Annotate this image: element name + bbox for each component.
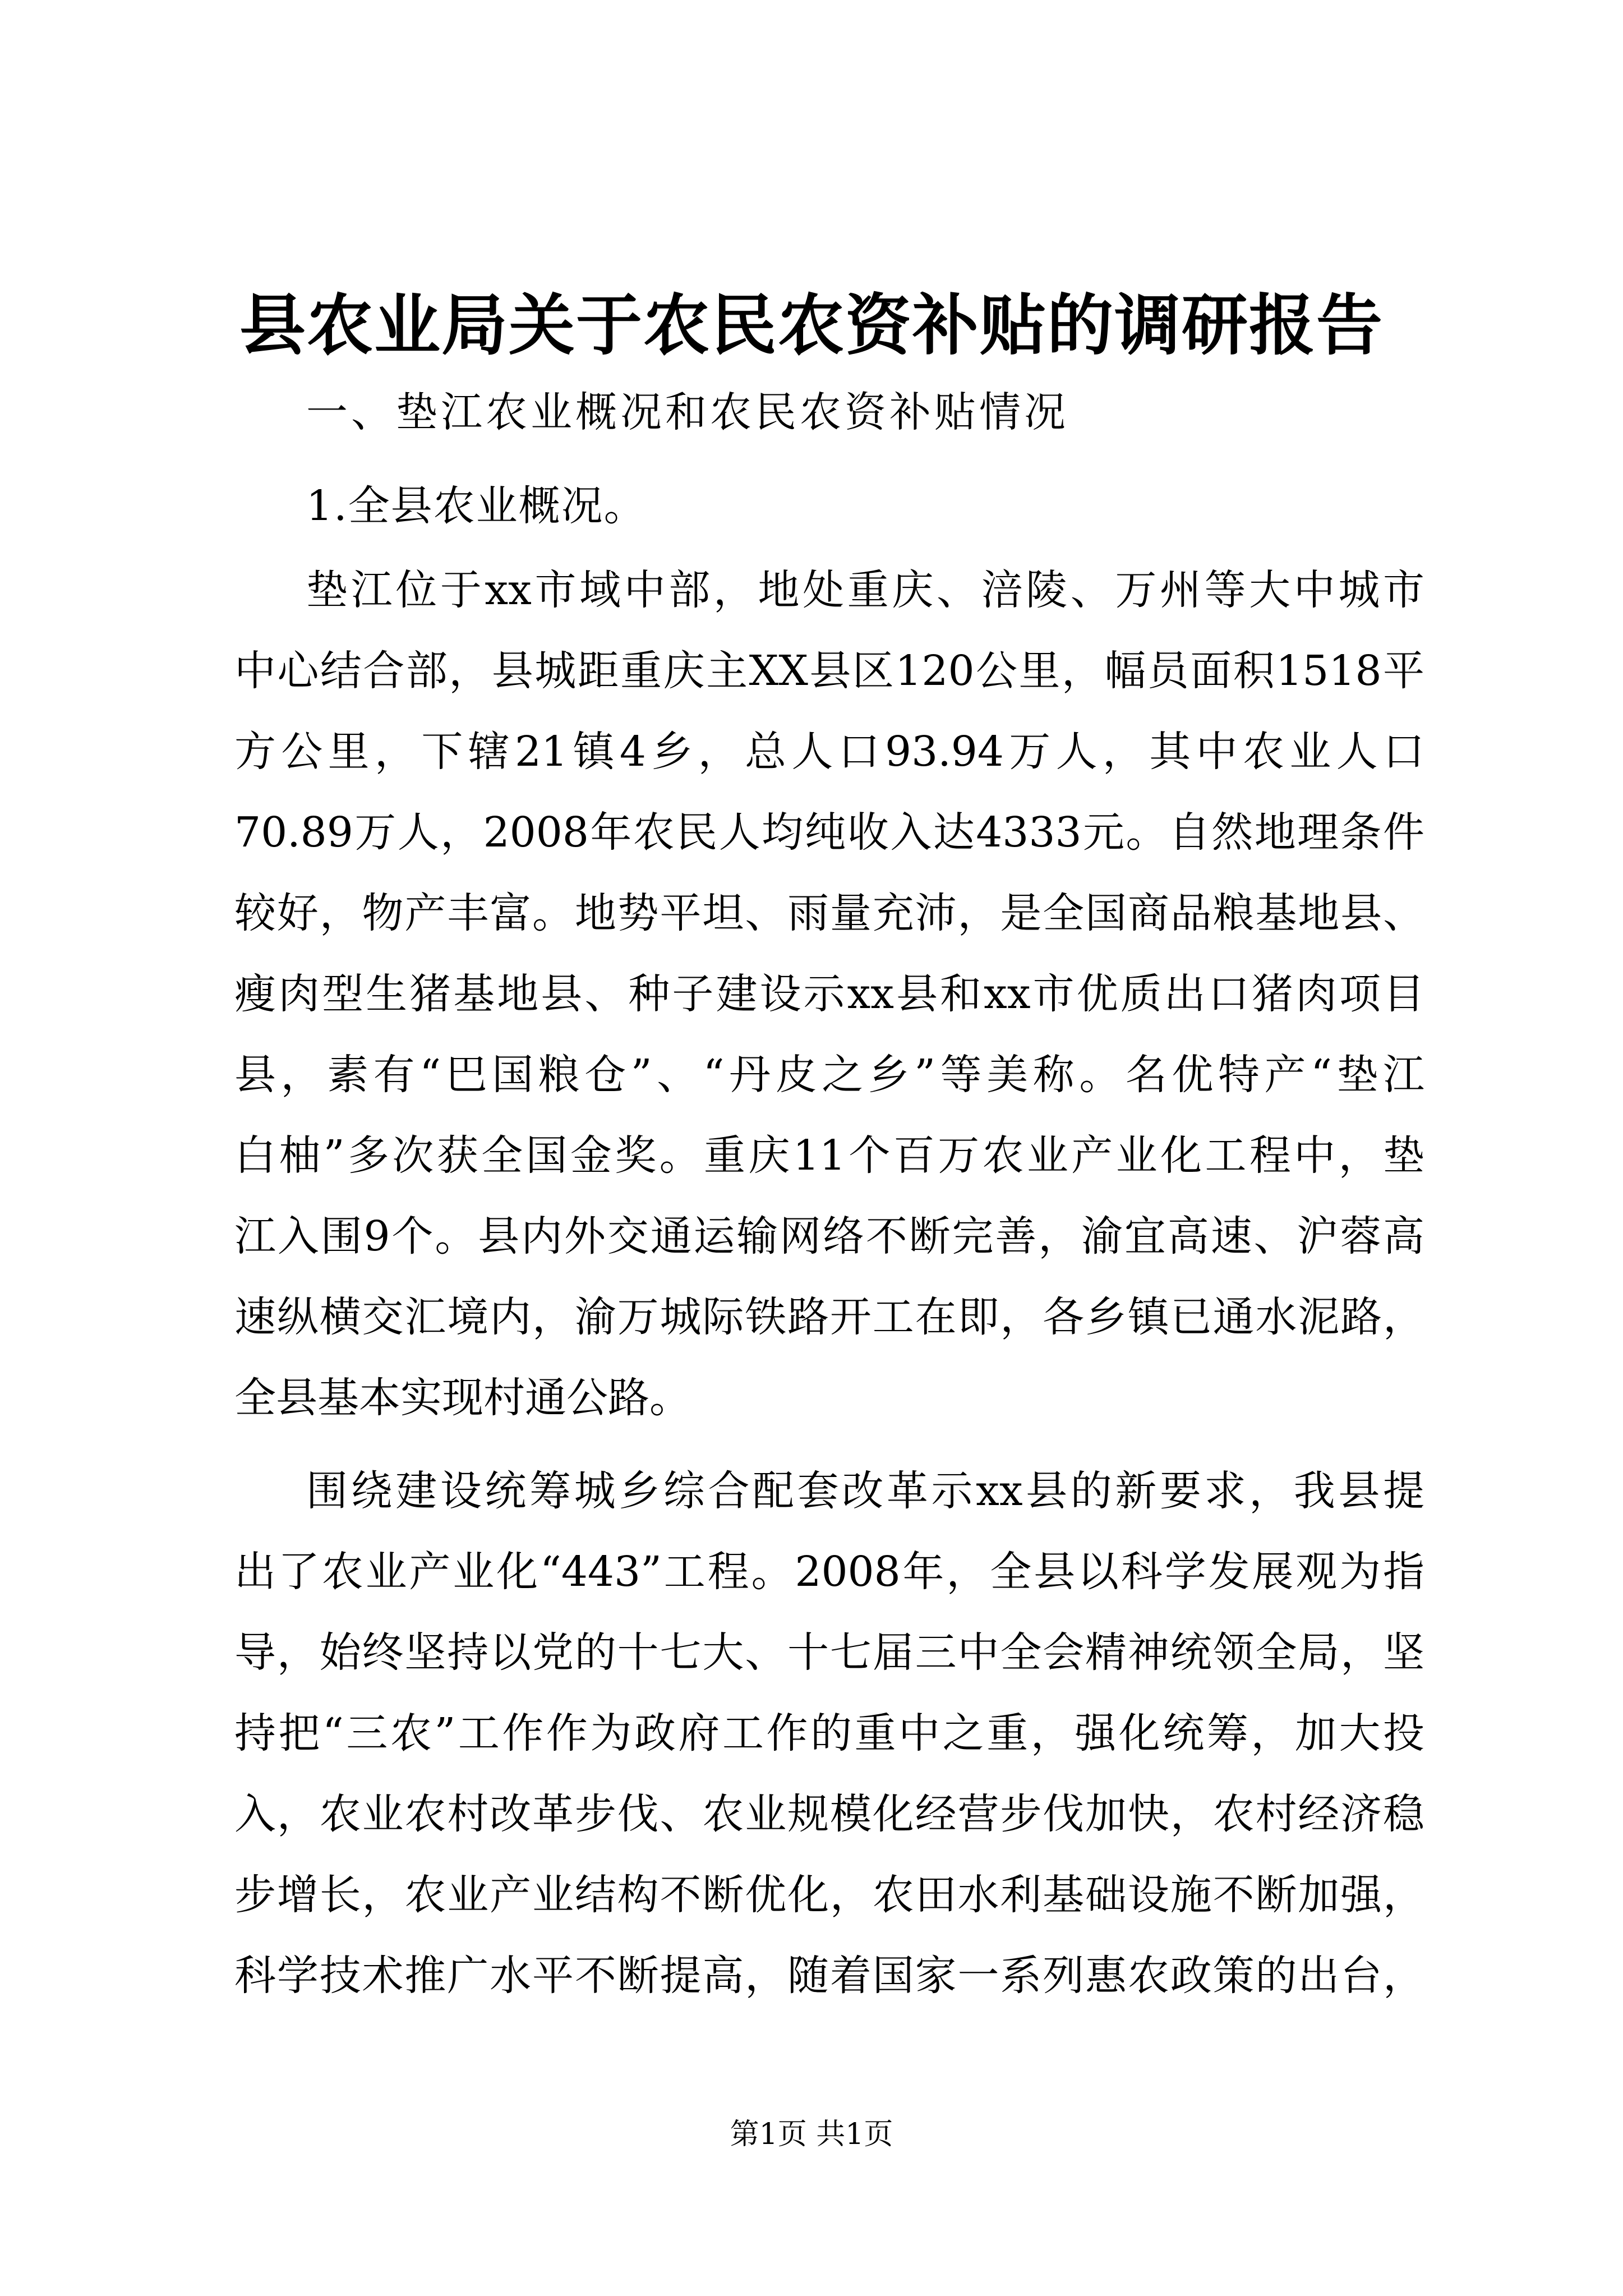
paragraph-line: 速纵横交汇境内，渝万城际铁路开工在即，各乡镇已通水泥路， [234,1293,1424,1341]
paragraph-line: 科学技术推广水平不断提高，随着国家一系列惠农政策的出台， [234,1952,1424,2000]
paragraph-line: 中心结合部，县城距重庆主XX县区120公里，幅员面积1518平 [234,647,1424,695]
paragraph-line: 县，素有“巴国粮仓”、“丹皮之乡”等美称。名优特产“垫江 [234,1051,1424,1099]
paragraph-line: 出了农业产业化“443”工程。2008年，全县以科学发展观为指 [234,1548,1424,1596]
paragraph-line: 入，农业农村改革步伐、农业规模化经营步伐加快，农村经济稳 [234,1790,1424,1838]
paragraph-line: 全县基本实现村通公路。 [234,1374,691,1422]
paragraph-line: 垫江位于xx市域中部，地处重庆、涪陵、万州等大中城市 [306,566,1424,614]
document-title: 县农业局关于农民农资补贴的调研报告 [239,286,1384,364]
paragraph-line: 较好，物产丰富。地势平坦、雨量充沛，是全国商品粮基地县、 [234,889,1424,937]
paragraph-line: 白柚”多次获全国金奖。重庆11个百万农业产业化工程中，垫 [234,1131,1424,1180]
subsection-heading: 1.全县农业概况。 [306,482,647,530]
page-footer: 第1页 共1页 [730,2118,893,2151]
paragraph-line: 江入围9个。县内外交通运输网络不断完善，渝宜高速、沪蓉高 [234,1212,1424,1260]
paragraph-line: 70.89万人，2008年农民人均纯收入达4333元。自然地理条件 [234,808,1424,857]
paragraph-line: 步增长，农业产业结构不断优化，农田水利基础设施不断加强， [234,1871,1424,1919]
paragraph-line: 持把“三农”工作作为政府工作的重中之重，强化统筹，加大投 [234,1709,1424,1757]
paragraph-line: 方公里，下辖21镇4乡，总人口93.94万人，其中农业人口 [234,728,1424,776]
paragraph-line: 导，始终坚持以党的十七大、十七届三中全会精神统领全局，坚 [234,1628,1424,1677]
paragraph-line: 瘦肉型生猪基地县、种子建设示xx县和xx市优质出口猪肉项目 [234,970,1424,1018]
paragraph-line: 围绕建设统筹城乡综合配套改革示xx县的新要求，我县提 [306,1467,1424,1515]
section-heading: 一、垫江农业概况和农民农资补贴情况 [306,388,1069,436]
